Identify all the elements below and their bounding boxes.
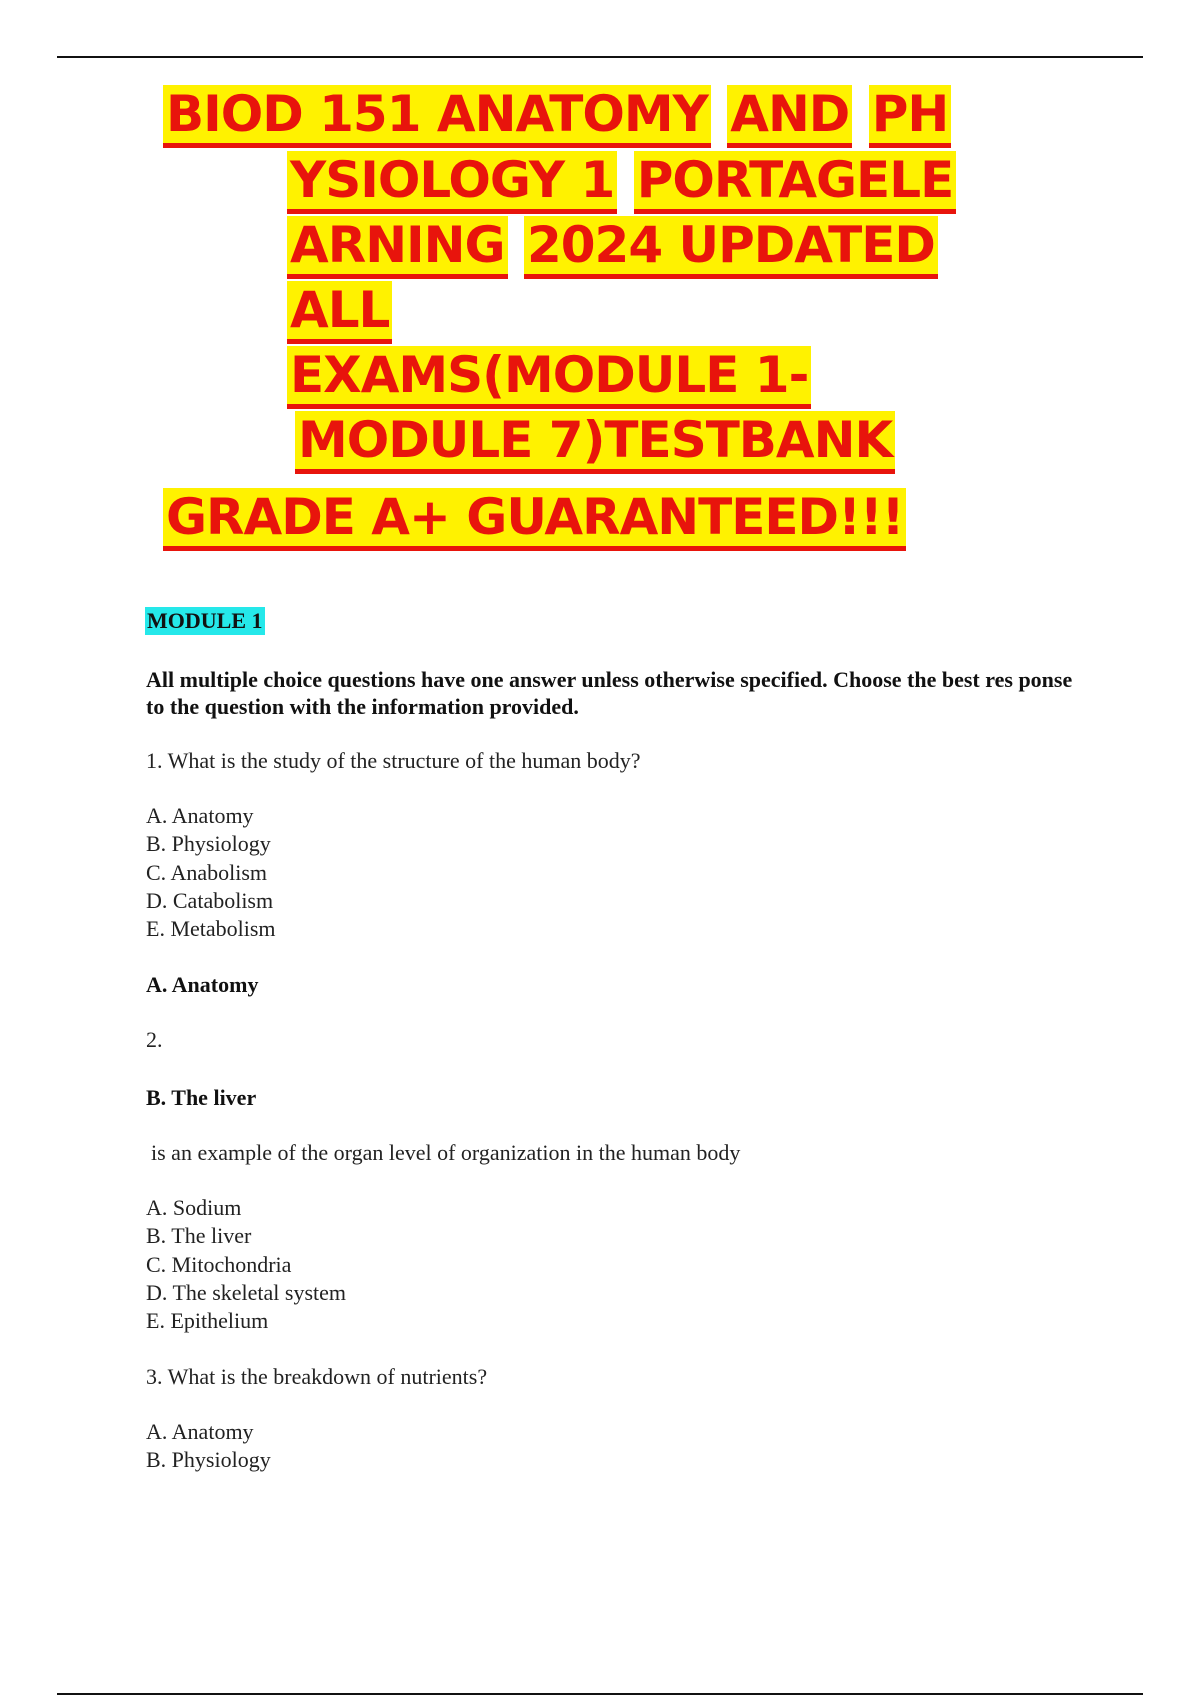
question-2-answer: B. The liver — [146, 1085, 257, 1110]
title-line-1 — [163, 85, 951, 143]
option: B. The liver — [146, 1223, 252, 1249]
option: B. Physiology — [146, 1447, 271, 1473]
question-1-answer: A. Anatomy — [146, 972, 259, 997]
title-line-7 — [163, 488, 906, 546]
option: A. Anatomy — [146, 1419, 254, 1444]
title-segment: GRADE A+ GUARANTEED!!! — [163, 488, 906, 551]
module-heading: MODULE 1 — [147, 608, 263, 633]
question-3-prompt: 3. What is the breakdown of nutrients? — [146, 1364, 488, 1389]
question-2-statement: is an example of the organ level of organization in the human body — [151, 1140, 741, 1165]
title-line-4 — [287, 281, 392, 339]
title-segment: ALL — [287, 281, 392, 344]
title-segment: AND — [727, 85, 852, 148]
title-segment: 2024 UPDATED — [524, 216, 938, 279]
title-segment: EXAMS(MODULE 1- — [287, 346, 811, 409]
option: E. Metabolism — [146, 916, 276, 942]
option: C. Anabolism — [146, 859, 268, 885]
question-3-options — [146, 1418, 271, 1475]
title-segment: PH — [869, 85, 952, 148]
title-segment: YSIOLOGY 1 — [287, 151, 617, 214]
title-line-6 — [295, 411, 895, 469]
title-line-5 — [287, 346, 811, 404]
question-1-options — [146, 802, 276, 943]
question-1-prompt: 1. What is the study of the structure of the human body? — [146, 748, 641, 773]
document-title — [0, 0, 1200, 560]
bottom-rule — [57, 1693, 1143, 1695]
title-line-2 — [287, 151, 956, 209]
option: A. Sodium — [146, 1195, 242, 1220]
option: D. The skeletal system — [146, 1279, 346, 1305]
option: B. Physiology — [146, 831, 271, 857]
question-2-prompt: 2. — [146, 1027, 163, 1052]
title-segment: PORTAGELE — [634, 151, 957, 214]
option: C. Mitochondria — [146, 1251, 292, 1277]
title-segment: BIOD 151 ANATOMY — [163, 85, 711, 148]
title-segment: MODULE 7)TESTBANK — [295, 411, 895, 474]
title-segment: ARNING — [287, 216, 508, 279]
option: D. Catabolism — [146, 887, 274, 913]
title-line-3 — [287, 216, 938, 274]
option: E. Epithelium — [146, 1308, 269, 1334]
instructions: All multiple choice questions have one answer unless otherwise specified. Choose the best res ponse to the question with the information provided. — [146, 667, 1073, 719]
option: A. Anatomy — [146, 803, 254, 828]
question-2-options — [146, 1194, 346, 1335]
